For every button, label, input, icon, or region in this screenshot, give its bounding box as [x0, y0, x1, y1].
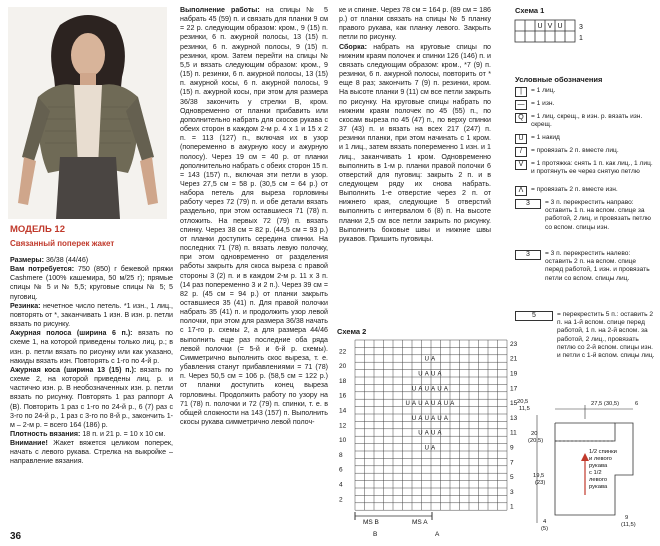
legend-item-skp: V = 1 протяжка: снять 1 п. как лиц., 1 лиц. и протянуть ее через снятую петлю [515, 160, 655, 176]
garment-schematic [515, 395, 655, 543]
scheme2-row-label-left: 20 [339, 363, 347, 371]
scheme1-cell-u1: U [537, 23, 543, 30]
dim-20-5: 20,5 [517, 399, 529, 405]
legend-item-yarnover: U = 1 накид [515, 134, 655, 142]
note-4: с 1/2 [589, 470, 602, 476]
scheme2-row-label-left: 12 [339, 422, 347, 430]
scheme2-label-a: A [435, 531, 440, 538]
scheme2-row-label-right: 11 [510, 429, 517, 437]
legend-item-cross-left: 3 = 3 п. перекрестить налево: оставить 2 п. на вспом. спице перед работой, 1 изн. и провязать петли со вспом. спицы лиц. [515, 250, 655, 283]
needed-value: 750 (850) г бежевой пряжи Cashmere (100% кашемира, 50 м/25 г); прямые спицы № 5 и № 5,5; круговые спицы № 5; 5 пуговиц. [10, 265, 173, 301]
model-subtitle: Связанный поперек жакет [10, 239, 115, 248]
assembly-column [339, 6, 491, 318]
note-2: и левого [589, 456, 612, 462]
scheme2-label-msa: MS A [412, 519, 428, 526]
scheme2-chart [337, 338, 518, 543]
scheme2-pattern-row: UAUA [418, 430, 444, 437]
scheme2-row-label-left: 4 [339, 481, 343, 489]
model-title: МОДЕЛЬ 12 [10, 224, 65, 235]
scheme2-row-label-left: 22 [339, 348, 347, 356]
scheme2-title: Схема 2 [337, 327, 367, 336]
legend-item-twisted: Q = 1 лиц. скрещ., в изн. р. вязать изн. скрещ. [515, 113, 655, 129]
needed-label: Вам потребуется: [10, 265, 75, 274]
scheme1-cell-v: V [547, 23, 553, 30]
dim-11-5b: (11,5) [621, 522, 636, 528]
legend-title: Условные обозначения [515, 75, 603, 84]
sizes-value: 36/38 (44/46) [43, 256, 89, 264]
note-6: рукава [589, 484, 608, 490]
dim-9: 9 [625, 515, 629, 521]
scheme2-row-label-left: 18 [339, 377, 347, 385]
legend-item-cross-right: 3 = 3 п. перекрестить направо: оставить 1 п. на вспом. спице за работой, 2 лиц. и провязать петлю со вспом. спицы изн. [515, 199, 655, 232]
scheme2-row-label-left: 6 [339, 466, 343, 474]
assembly-label: Сборка: [339, 42, 367, 51]
scheme2-pattern-row: UAUAUA [411, 415, 451, 422]
scheme2-row-label-right: 17 [510, 385, 518, 393]
attention-label: Внимание! [10, 439, 48, 448]
scheme2-row-label-left: 10 [339, 437, 347, 445]
scheme1-title: Схема 1 [515, 6, 545, 15]
scheme2-pattern-row: UAUAUAUA [405, 401, 457, 408]
note-3: рукава [589, 463, 608, 469]
scheme2-row-label-right: 21 [510, 355, 518, 363]
materials-column [10, 256, 173, 467]
scheme2-row-label-right: 23 [510, 340, 518, 348]
scheme1-chart [515, 18, 595, 48]
dim-5: (5) [541, 526, 549, 532]
scheme2-pattern-row: UA [424, 445, 438, 452]
scheme2-row-label-right: 15 [510, 400, 518, 408]
scheme1-cell-u2: U [557, 23, 563, 30]
instructions-column [180, 6, 328, 427]
assembly-text: набрать на круговые спицы по нижним краям полочек и спинки 126 (146) п. и связать следующим образом: кром., *7 (9) п. резинки, 6 п. ажурной полосы, повторить от * еще 8 раз; закончить 7 (9) п. резинки, кром. На высоте планки 9 (11) см все петли закрыть по рисунку. На круговые спицы набрать по нижним краям полочек по 45 (55) п., по скосам выреза по 45 (47) п., по верху спинки 37 (43) п. и вязать на всех 217 (247) п. резинки планки, при этом начинать с 1 кром. и 1 лиц., затем вязать попеременно 1 изн. и 1 лиц., заканчивать 1 кром. Одновременно выполнить в 1-м р. планки правой полочки 6 отверстий для пуговиц: закрыть 2 п. и в следующем ряду их снова набрать. Выполнить 1-е отверстие через 2 п. от нижнего края, следующие 5 отверстий выполнить с интервалом 6 (8) п. На высоте планки 2,5 см все петли закрыть по рисунку. Выполнить боковые швы и нижние швы рукавов. Пришить пуговицы. [339, 42, 491, 243]
scheme2-row-label-left: 14 [339, 407, 347, 415]
dim-20: 20 [531, 431, 538, 437]
legend-item-p2tog: Λ = провязать 2 п. вместе изн. [515, 186, 655, 194]
dim-23: (23) [535, 480, 546, 486]
note-5: левого [589, 477, 608, 483]
model-photo [8, 7, 167, 219]
scheme2-pattern-row: UA [424, 356, 438, 363]
scheme2-row-label-left: 2 [339, 496, 343, 504]
scheme2-row-label-right: 19 [510, 370, 518, 378]
dim-6: 6 [635, 401, 639, 407]
page-number: 36 [10, 531, 22, 542]
density-value: 18 п. и 21 р. = 10 х 10 см. [80, 429, 166, 438]
cable-value: вязать по схеме 2, на которой приведены лиц. р. и частично изн. р. В необозначенных изн. р. петли вязать по рисунку. Повторять 1 раз раппорт А (B). Повторить 1 раз с 1-го по 24-й р., 6 (7) раз с 3-го по 24-й р., 1 раз с 3-го по 8-й р., закончить 1-м – 2-м р. = всего 164 (186) р. [10, 365, 173, 429]
scheme2-row-label-right: 5 [510, 474, 514, 482]
scheme2-pattern-row: UAUA [418, 371, 444, 378]
scheme2-row-label-right: 1 [510, 503, 514, 511]
scheme2-row-label-right: 9 [510, 444, 514, 452]
continuation-text: ке и спинке. Через 78 см = 164 р. (89 см = 186 р.) от планки связать на спицы № 5 планку правого рукава, как планку левого. Закрыть петли по рисунку. [339, 6, 491, 42]
cable-label: Ажурная коса (ширина 13 (15) п.): [10, 365, 137, 374]
scheme2-label-msb: MS B [363, 519, 379, 526]
scheme1-row-1: 1 [579, 35, 583, 42]
lace-label: Ажурная полоса (ширина 6 п.): [10, 329, 133, 338]
rib-value: нечетное число петель. *1 изн., 1 лиц., повторять от *, заканчивать 1 изн. В изн. р. петли вязать по рисунку. [10, 301, 173, 329]
scheme1-row-3: 3 [579, 24, 583, 31]
density-label: Плотность вязания: [10, 429, 81, 438]
scheme2-row-label-right: 13 [510, 414, 518, 422]
work-label: Выполнение работы: [180, 6, 260, 14]
work-text: на спицы № 5 набрать 45 (59) п. и связать для планки 9 см = 22 р. следующим образом: кром., 9 (15) п. резинки, 6 п. ажурной полосы, 13 (15) п. резинки, 6 п. ажурной полосы, 9 (15) п. резинки, кром. Затем перейти на спицы № 5,5 и вязать следующим образом: кром., 9 (15) п. резинки, 6 п. ажурной полосы, 13 (15) п. ажурной косы, 6 п. ажурной полосы, 9 (15) п. ажурной косы, при этом для размера 36/38 закончить у стрелки B, кром. Одновременно от планки прибавить или дополнительно набрать для скосов рукава с обеих сторон в каждом 2-м р. 4 х 1 и 15 х 2 п. = 113 (127) п., включая их в узор (попеременно в ажурную косу и ажурную полосу). Через 19 см = 40 р. от планки дополнительно набрать с обеих сторон 15 п. = 143 (157) п., включая эти петли в узор. Через 27,5 см = 58 р. (30,5 см = 64 р.) от набора петель для выреза горловины работу через 72 (79) п. и обе детали вязать раздельно, при этом оставшиеся 71 (78) п. отложить. На первых 72 (79) п. вязать спинку. Через 38 см = 82 р. (44,5 см = 93 р.) от планки доступить середина спинки. На последних 71 (78) п. вязать левую полочку, при этом одновременно от разделения работы закрыть для скоса выреза с правой стороны 3 (2) п. и в каждом 2-м р. 11 х 3 п. (14 раз попеременно 3 и 2 п.). Через 39 см = 82 р. (45 см = 94 р.) от планки закрыть оставшиеся 35 (41) п. Для правой полочки набрать 35 (41) п. и продолжить узор левой полочки, при этом для размера 36/38 начать с 17-го р. схемы 2, а для размера 44/46 выполнить еще раз последние оба ряда левой полочки (= 5-й и 6-й р. схемы). Симметрично выполнить скос выреза, т. е. убавления станут прибавлениями = 71 (78) п. Через 50,5 см = 106 р. (58,5 см = 122 р.) от планки доступить конец выреза горловины. Продолжить работу по узору на 71 (78) п. полочки и 72 (79) п. спинки, т. е. в общей сложности на 143 (157) п. Выполнить скосы рукава симметрично левой полоч- [180, 6, 328, 427]
sizes-label: Размеры: [10, 256, 44, 264]
legend-item-purl: — = 1 изн. [515, 100, 655, 108]
attention-value: Жакет вяжется целиком поперек, начать с левого рукава. Стрелка на выкройке – направление вязания. [10, 439, 173, 466]
dim-20-5b: (20,5) [528, 438, 544, 444]
dim-11-5: 11,5 [519, 406, 530, 412]
legend-item-knit: | = 1 лиц. [515, 87, 655, 95]
dim-27-5: 27,5 (30,5) [591, 401, 620, 407]
dim-4: 4 [543, 519, 547, 525]
scheme2-row-label-right: 7 [510, 459, 514, 467]
rib-label: Резинка: [10, 301, 41, 310]
scheme2-row-label-left: 8 [339, 451, 343, 459]
legend-item-k2tog: / = провязать 2 п. вместе лиц. [515, 147, 655, 155]
legend-item-cross-five: 5 = перекрестить 5 п.: оставить 2 п. на 1-й вспом. спице перед работой, 1 п. на 2-й вспом. за работой, 2 лиц., провязать петлю со 2-й вспом. спицы изн. и петли с 1-й вспом. спицы лиц. [515, 311, 655, 360]
scheme2-pattern-row: UAUAUA [411, 386, 451, 393]
note-1: 1/2 спинки [589, 449, 617, 455]
dim-19-5: 19,5 [533, 473, 545, 479]
scheme2-row-label-left: 16 [339, 392, 347, 400]
lace-value: вязать по схеме 1, на которой приведены только лиц. р.; в изн. р. петли вязать по рисунку или как указано, накиды вязать изн. Повторять с 1-го по 4-й р. [10, 329, 173, 365]
scheme2-row-label-right: 3 [510, 488, 514, 496]
scheme2-label-b: B [373, 531, 378, 538]
